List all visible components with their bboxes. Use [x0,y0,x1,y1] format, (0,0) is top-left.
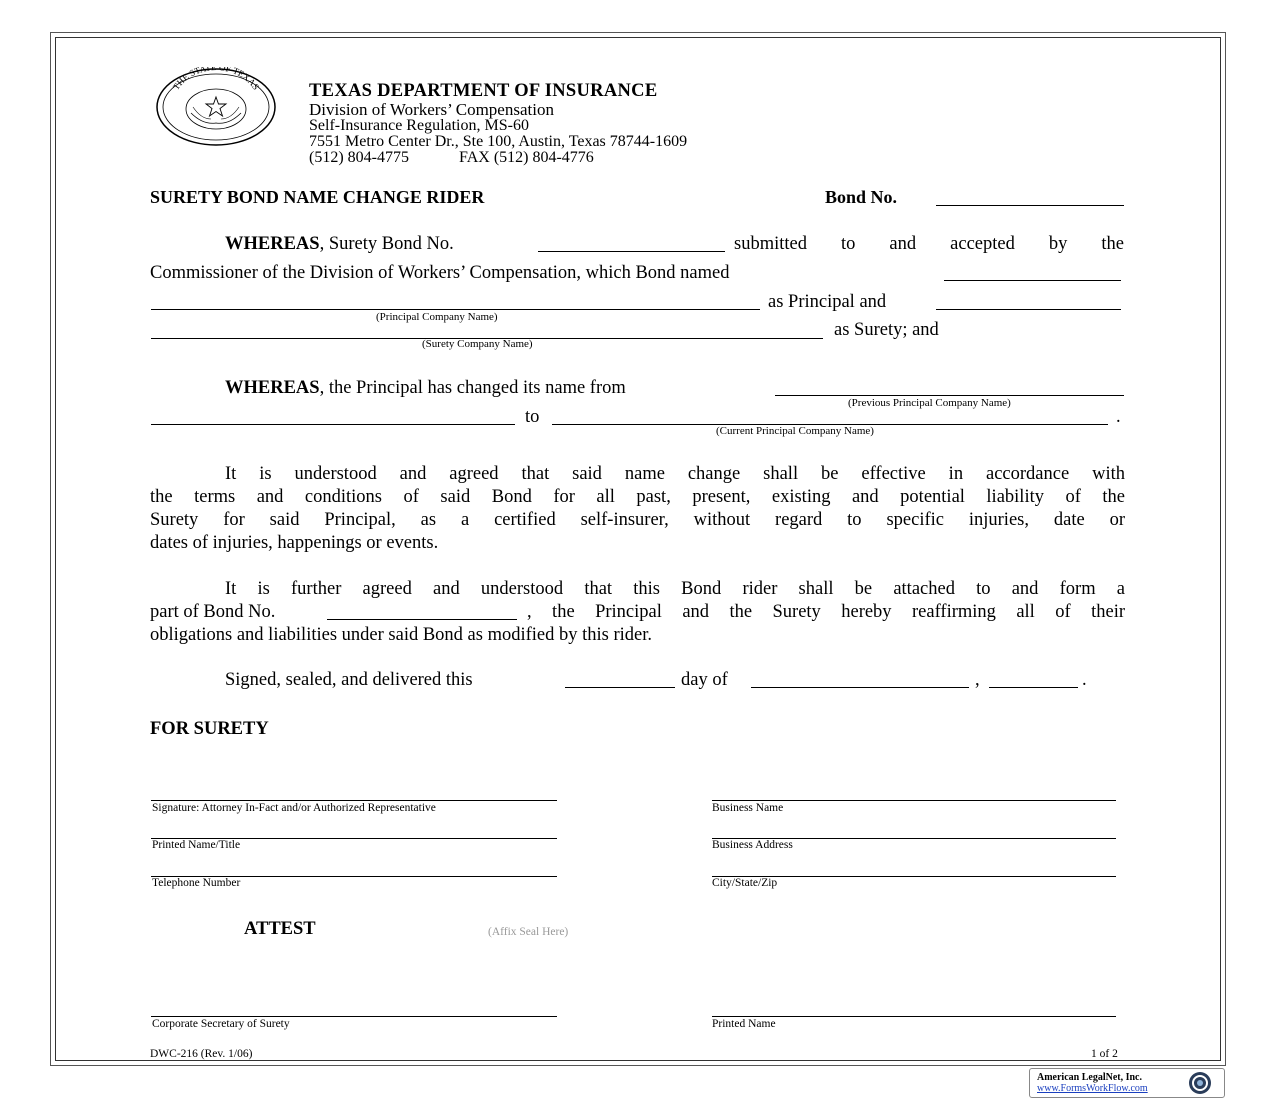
whereas1-text3: Commissioner of the Division of Workers’ Compensation, which Bond named [150,263,730,283]
para2-line3: obligations and liabilities under said Bond as modified by this rider. [150,625,653,645]
principal-and-field[interactable] [936,309,1121,310]
state-seal [155,67,277,147]
corporate-secretary-label: Corporate Secretary of Surety [152,1018,290,1030]
whereas1-lead: WHEREAS [225,234,320,254]
agency-address: 7551 Metro Center Dr., Ste 100, Austin, Texas 78744-1609 [309,133,688,150]
signed-text1: Signed, sealed, and delivered this [225,670,473,690]
whereas2-text1: , the Principal has changed its name from [319,378,626,398]
whereas1-text4: as Principal and [768,292,887,312]
whereas1-text5: as Surety; and [834,320,939,340]
page-number: 1 of 2 [1091,1048,1118,1060]
vendor-badge[interactable] [1029,1068,1225,1098]
for-surety-heading: FOR SURETY [150,719,269,739]
para1-line1: It is understood and agreed that said name change shall be effective in accordance with [225,464,1125,484]
bond-no-label: Bond No. [825,187,898,207]
form-title: SURETY BOND NAME CHANGE RIDER [150,187,485,207]
agency-fax: FAX (512) 804-4776 [459,149,594,166]
signed-text2: day of [681,670,728,690]
business-name-line[interactable] [712,800,1116,801]
telephone-label: Telephone Number [152,877,241,889]
bond-no-field[interactable] [936,205,1124,206]
signed-period: . [1082,670,1087,690]
signed-day-field[interactable] [565,687,675,688]
surety-bond-no-field[interactable] [538,251,725,252]
bond-named-field[interactable] [944,280,1121,281]
previous-name-field[interactable] [775,395,1124,396]
affix-seal-hint: (Affix Seal Here) [488,926,569,938]
current-name-caption: (Current Principal Company Name) [716,425,874,437]
unit-name: Self-Insurance Regulation, MS-60 [309,117,529,134]
attest-printed-name-label: Printed Name [712,1018,776,1030]
whereas2-lead: WHEREAS [225,378,320,398]
agency-name: TEXAS DEPARTMENT OF INSURANCE [309,81,658,101]
seal-text: THE STATE OF TEXAS [170,67,262,92]
previous-name-continued-field[interactable] [151,424,515,425]
attest-printed-name-line[interactable] [712,1016,1116,1017]
printed-name-title-label: Printed Name/Title [152,839,241,851]
whereas1-text1: , Surety Bond No. [319,234,454,254]
signed-year-field[interactable] [989,687,1078,688]
whereas2-to: to [525,407,540,427]
previous-name-caption: (Previous Principal Company Name) [848,397,1011,409]
signed-month-field[interactable] [751,687,969,688]
signed-comma: , [975,670,980,690]
signature-line[interactable] [151,800,557,801]
vendor-name: American LegalNet, Inc. [1037,1072,1142,1083]
whereas2-line1 [225,377,626,400]
whereas2-period: . [1116,407,1121,427]
business-name-label: Business Name [712,802,784,814]
business-address-label: Business Address [712,839,793,851]
city-state-zip-label: City/State/Zip [712,877,778,889]
whereas1-line1 [225,233,454,256]
para1 [150,463,1125,555]
para1-line3: Surety for said Principal, as a certified self-insurer, without regard to specific injuries, date or [150,510,1125,530]
attest-heading: ATTEST [244,919,316,939]
star-icon [206,97,226,116]
vendor-url[interactable]: www.FormsWorkFlow.com [1037,1083,1148,1094]
vendor-logo-icon [1188,1071,1212,1095]
division-name: Division of Workers’ Compensation [309,100,554,119]
surety-company-caption: (Surety Company Name) [422,338,533,350]
para1-line2: the terms and conditions of said Bond for all past, present, existing and potential liability of the [150,487,1125,507]
whereas1-text2: submitted to and accepted by the [734,234,1124,254]
para2-line2a: part of Bond No. [150,602,276,622]
principal-company-caption: (Principal Company Name) [376,311,498,323]
part-of-bond-no-field[interactable] [327,619,517,620]
para2-line1: It is further agreed and understood that this Bond rider shall be attached to and form a [225,579,1125,599]
principal-company-field[interactable] [151,309,760,310]
agency-phone: (512) 804-4775 [309,149,409,166]
para2-line2b: , the Principal and the Surety hereby reaffirming all of their [527,602,1125,622]
form-id: DWC-216 (Rev. 1/06) [150,1048,253,1060]
signature-label: Signature: Attorney In-Fact and/or Authorized Representative [152,802,436,814]
para1-line4: dates of injuries, happenings or events. [150,533,439,553]
corporate-secretary-line[interactable] [151,1016,557,1017]
